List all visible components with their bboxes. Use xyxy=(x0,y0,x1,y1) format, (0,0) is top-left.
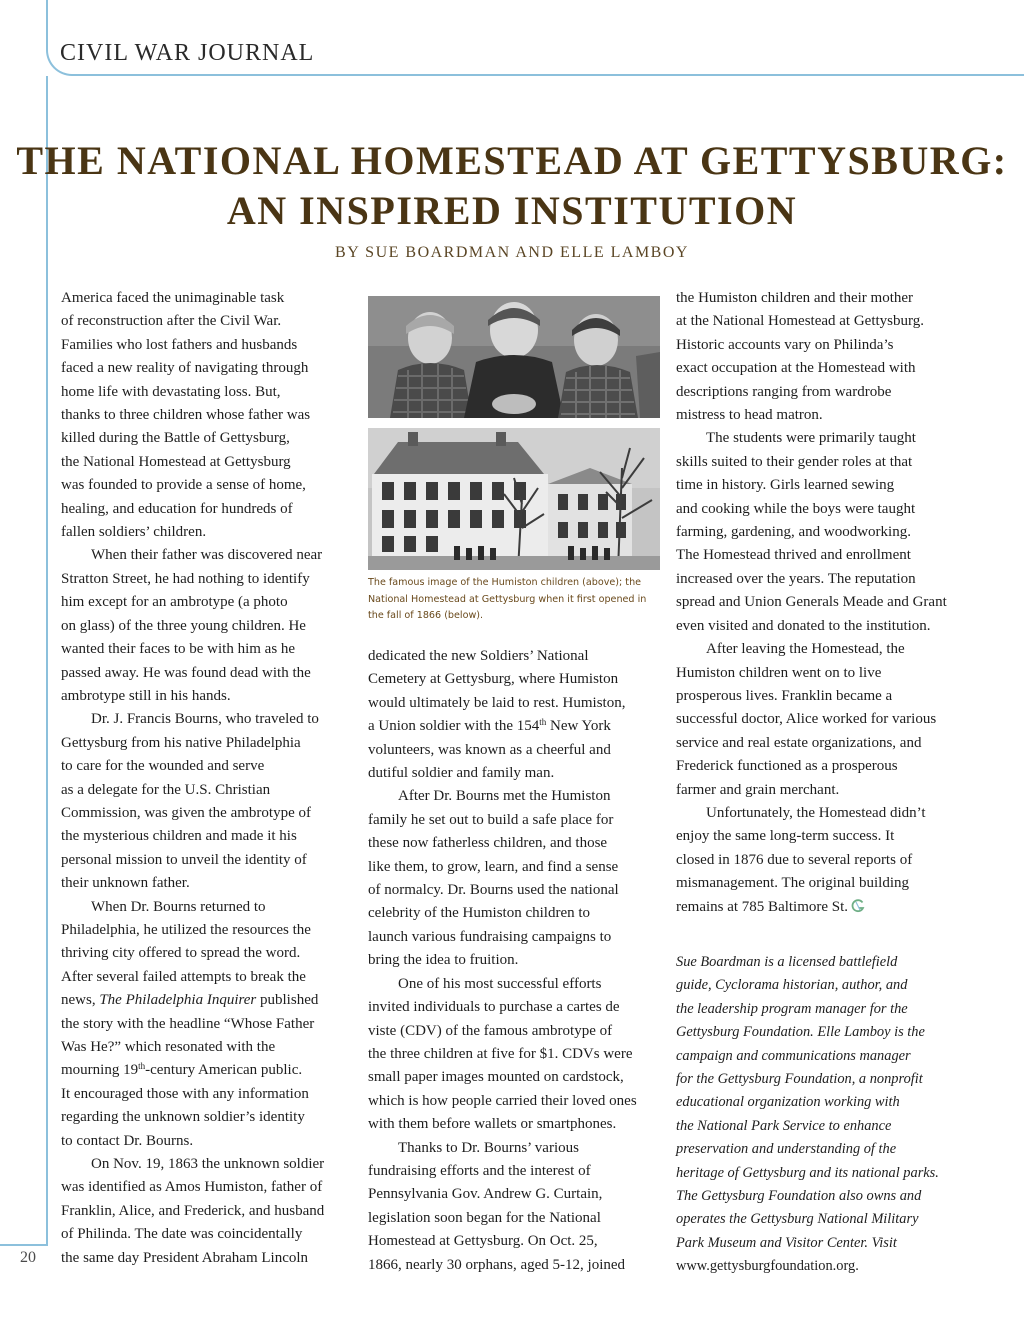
bio-line: for the Gettysburg Foundation, a nonprofit xyxy=(676,1071,923,1088)
text-line: which is how people carried their loved ones xyxy=(368,1092,637,1109)
text-line: exact occupation at the Homestead with xyxy=(676,360,916,377)
paragraph xyxy=(368,645,660,785)
text-line: The Homestead thrived and enrollment xyxy=(676,547,911,564)
paragraph xyxy=(61,287,353,544)
text-line: increased over the years. The reputation xyxy=(676,570,916,587)
body-column-2 xyxy=(368,645,660,1277)
g-monogram-icon xyxy=(850,898,866,914)
ordinal-suffix: th xyxy=(138,1061,146,1072)
publication-title: The Philadelphia Inquirer xyxy=(99,992,257,1009)
text-line: farmer and grain merchant. xyxy=(676,781,840,798)
text-line: Humiston children went on to live xyxy=(676,664,882,681)
paragraph xyxy=(368,1137,660,1277)
text-line: to care for the wounded and serve xyxy=(61,758,265,775)
text-line: these now fatherless children, and those xyxy=(368,835,608,852)
text-line: Commission, was given the ambrotype of xyxy=(61,804,311,821)
text-line: the three children at five for $1. CDVs were xyxy=(368,1045,633,1062)
text-line: passed away. He was found dead with the xyxy=(61,664,311,681)
text-line: Gettysburg from his native Philadelphia xyxy=(61,734,301,751)
text-line: invited individuals to purchase a cartes de xyxy=(368,999,620,1016)
text-line xyxy=(61,989,353,1012)
text-line: like them, to grow, learn, and find a sense xyxy=(368,858,619,875)
text-line: Historic accounts vary on Philinda’s xyxy=(676,336,894,353)
text-line: descriptions ranging from wardrobe xyxy=(676,383,892,400)
text-line: the National Homestead at Gettysburg xyxy=(61,453,291,470)
text-line: the mysterious children and made it his xyxy=(61,828,297,845)
text-line: After leaving the Homestead, the xyxy=(706,641,905,658)
text-line: The students were primarily taught xyxy=(706,430,916,447)
text-fragment: published xyxy=(260,992,319,1009)
text-line: at the National Homestead at Gettysburg. xyxy=(676,313,924,330)
text-line: Philadelphia, he utilized the resources the xyxy=(61,921,311,938)
text-line: volunteers, was known as a cheerful and xyxy=(368,741,611,758)
text-line: mistress to head matron. xyxy=(676,407,823,424)
bio-line: operates the Gettysburg National Military xyxy=(676,1211,919,1228)
text-line: home life with devastating loss. But, xyxy=(61,383,281,400)
text-line: Pennsylvania Gov. Andrew G. Curtain, xyxy=(368,1186,603,1203)
text-line: 1866, nearly 30 orphans, aged 5-12, joined xyxy=(368,1256,626,1273)
paragraph xyxy=(61,544,353,708)
bio-line: the leadership program manager for the xyxy=(676,1000,908,1017)
text-line: Stratton Street, he had nothing to identify xyxy=(61,570,310,587)
text-line: It encouraged those with any information xyxy=(61,1085,309,1102)
text-line: Was He?” which resonated with the xyxy=(61,1039,276,1055)
text-line: as a delegate for the U.S. Christian xyxy=(61,781,271,798)
text-line: celebrity of the Humiston children to xyxy=(368,905,591,922)
text-line: Frederick functioned as a prosperous xyxy=(676,758,898,775)
text-line: After Dr. Bourns met the Humiston xyxy=(398,788,611,805)
ordinal-suffix: th xyxy=(539,717,547,728)
paragraph xyxy=(676,638,968,802)
text-line: thanks to three children whose father was xyxy=(61,407,311,424)
page-number-rule xyxy=(0,1244,48,1246)
text-line: and cooking while the boys were taught xyxy=(676,500,916,517)
text-line: their unknown father. xyxy=(61,875,190,892)
text-line: dutiful soldier and family man. xyxy=(368,765,555,782)
paragraph xyxy=(676,287,968,427)
text-line: skills suited to their gender roles at that xyxy=(676,453,913,470)
text-line: legislation soon began for the National xyxy=(368,1209,601,1226)
paragraph xyxy=(61,896,353,1153)
text-line: Dr. J. Francis Bourns, who traveled to xyxy=(91,711,319,728)
text-line: of reconstruction after the Civil War. xyxy=(61,313,282,330)
paragraph xyxy=(676,427,968,638)
text-line: Homestead at Gettysburg. On Oct. 25, xyxy=(368,1233,598,1250)
text-line: Families who lost fathers and husbands xyxy=(61,336,298,353)
text-line: thriving city offered to spread the word. xyxy=(61,945,301,962)
bio-line: Gettysburg Foundation. Elle Lamboy is the xyxy=(676,1024,925,1041)
text-line: When Dr. Bourns returned to xyxy=(91,898,266,915)
text-line: on glass) of the three young children. He xyxy=(61,617,306,634)
text-line: even visited and donated to the institution. xyxy=(676,617,931,634)
text-line: successful doctor, Alice worked for various xyxy=(676,711,937,728)
text-fragment: remains at 785 Baltimore St. xyxy=(676,898,849,915)
text-line: the story with the headline “Whose Father xyxy=(61,1015,315,1032)
text-line: When their father was discovered near xyxy=(91,547,323,564)
text-line: him except for an ambrotype (a photo xyxy=(61,594,288,611)
bio-line: preservation and understanding of the xyxy=(676,1141,897,1158)
text-line: viste (CDV) of the famous ambrotype of xyxy=(368,1022,613,1039)
text-line: farming, gardening, and woodworking. xyxy=(676,524,911,541)
text-line: healing, and education for hundreds of xyxy=(61,500,293,517)
text-line: mismanagement. The original building xyxy=(676,875,910,892)
article-title-line-2: AN INSPIRED INSTITUTION xyxy=(226,188,798,233)
author-bio xyxy=(676,951,976,1279)
national-homestead-photo xyxy=(368,428,660,570)
text-line: Unfortunately, the Homestead didn’t xyxy=(706,804,926,821)
section-header: CIVIL WAR JOURNAL xyxy=(60,40,315,66)
text-line: the Humiston children and their mother xyxy=(676,290,914,306)
bio-line: heritage of Gettysburg and its national parks. xyxy=(676,1164,939,1181)
body-column-1 xyxy=(61,287,353,1270)
text-line: time in history. Girls learned sewing xyxy=(676,477,895,494)
paragraph xyxy=(61,1153,353,1270)
humiston-children-photo xyxy=(368,296,660,418)
text-fragment: a Union soldier with the 154 xyxy=(368,718,540,735)
foundation-website-link[interactable]: www.gettysburgfoundation.org. xyxy=(676,1258,859,1275)
text-fragment: mourning 19 xyxy=(61,1062,139,1079)
text-fragment: -century American public. xyxy=(145,1062,303,1079)
text-line: prosperous lives. Franklin became a xyxy=(676,687,893,704)
text-line: of normalcy. Dr. Bourns used the national xyxy=(368,882,619,899)
text-line: After several failed attempts to break the xyxy=(61,968,306,985)
text-line: killed during the Battle of Gettysburg, xyxy=(61,430,290,447)
text-line: Cemetery at Gettysburg, where Humiston xyxy=(368,671,619,688)
text-line: Thanks to Dr. Bourns’ various xyxy=(398,1139,579,1156)
bio-line: campaign and communications manager xyxy=(676,1047,911,1064)
text-line: the same day President Abraham Lincoln xyxy=(61,1249,309,1266)
page-number: 20 xyxy=(20,1249,36,1266)
text-fragment: New York xyxy=(550,718,611,735)
text-line: small paper images mounted on cardstock, xyxy=(368,1069,624,1086)
homestead-building-illustration xyxy=(368,428,660,570)
article-title-line-1: THE NATIONAL HOMESTEAD AT GETTYSBURG: xyxy=(16,138,1008,183)
text-line: enjoy the same long-term success. It xyxy=(676,828,895,845)
text-line xyxy=(368,715,660,738)
text-line: launch various fundraising campaigns to xyxy=(368,928,612,945)
text-line: closed in 1876 due to several reports of xyxy=(676,851,913,868)
text-line: was founded to provide a sense of home, xyxy=(61,477,306,494)
paragraph xyxy=(368,973,660,1137)
text-line xyxy=(676,896,968,919)
text-line: wanted their faces to be with him as he xyxy=(61,641,296,658)
paragraph xyxy=(368,785,660,972)
text-line: regarding the unknown soldier’s identity xyxy=(61,1109,305,1126)
byline: BY SUE BOARDMAN AND ELLE LAMBOY xyxy=(335,244,689,261)
text-line: fallen soldiers’ children. xyxy=(61,524,207,541)
text-line: of Philinda. The date was coincidentally xyxy=(61,1226,303,1243)
text-fragment: news, xyxy=(61,992,96,1009)
text-line: dedicated the new Soldiers’ National xyxy=(368,648,589,664)
text-line: was identified as Amos Humiston, father of xyxy=(61,1179,323,1196)
text-line: fundraising efforts and the interest of xyxy=(368,1162,591,1179)
photo-caption xyxy=(368,575,668,625)
text-line: to contact Dr. Bourns. xyxy=(61,1132,194,1149)
text-line: Franklin, Alice, and Frederick, and husband xyxy=(61,1202,325,1219)
text-line: ambrotype still in his hands. xyxy=(61,687,231,704)
paragraph xyxy=(61,708,353,895)
paragraph xyxy=(676,802,968,919)
caption-line: The famous image of the Humiston children (above); the xyxy=(368,577,642,588)
bio-line: Sue Boardman is a licensed battlefield xyxy=(676,954,898,970)
text-line: would ultimately be laid to rest. Humiston, xyxy=(368,694,626,711)
bio-line: Park Museum and Visitor Center. Visit xyxy=(676,1234,897,1251)
text-line: One of his most successful efforts xyxy=(398,975,602,992)
text-line: bring the idea to fruition. xyxy=(368,952,519,969)
text-line: faced a new reality of navigating through xyxy=(61,360,309,377)
bio-line: guide, Cyclorama historian, author, and xyxy=(676,977,908,994)
caption-line: National Homestead at Gettysburg when it first opened in xyxy=(368,593,647,605)
text-line: On Nov. 19, 1863 the unknown soldier xyxy=(91,1156,325,1173)
text-line xyxy=(61,1059,353,1082)
bio-line: the National Park Service to enhance xyxy=(676,1117,892,1134)
text-line: spread and Union Generals Meade and Grant xyxy=(676,594,947,611)
text-line: with them before wallets or smartphones. xyxy=(368,1116,617,1133)
text-line: service and real estate organizations, and xyxy=(676,734,922,751)
body-column-3 xyxy=(676,287,968,919)
bio-line: educational organization working with xyxy=(676,1094,900,1111)
text-line: personal mission to unveil the identity of xyxy=(61,851,307,868)
caption-line: the fall of 1866 (below). xyxy=(368,610,484,621)
children-portrait-illustration xyxy=(368,296,660,418)
bio-line: The Gettysburg Foundation also owns and xyxy=(676,1188,922,1205)
text-line: America faced the unimaginable task xyxy=(61,290,285,306)
text-line: family he set out to build a safe place for xyxy=(368,811,614,828)
